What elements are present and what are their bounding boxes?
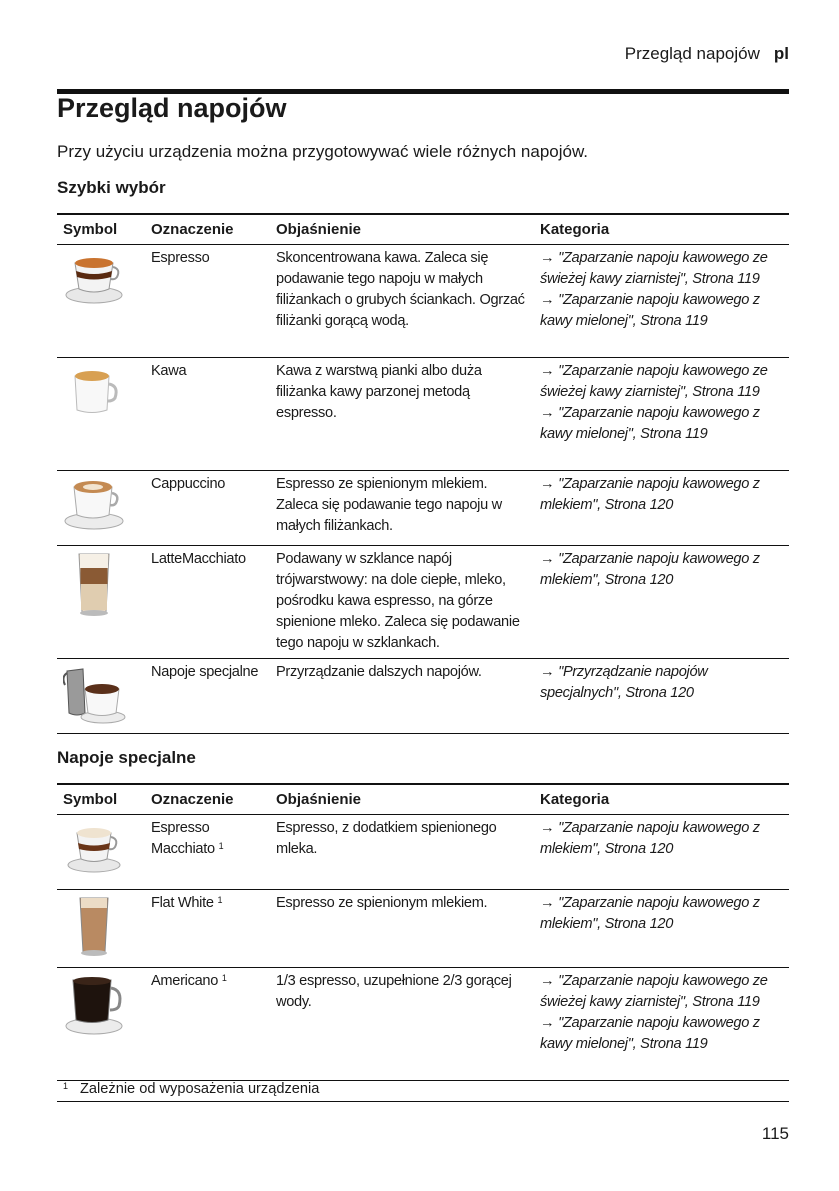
arrow-right-icon: → bbox=[540, 292, 555, 308]
col-name: Oznaczenie bbox=[145, 784, 270, 815]
drink-explanation: 1/3 espresso, uzupełnione 2/3 gorącej wody. bbox=[270, 968, 534, 1081]
col-category: Kategoria bbox=[534, 784, 789, 815]
arrow-right-icon: → bbox=[540, 1015, 555, 1031]
drink-name: Cappuccino bbox=[145, 471, 270, 546]
col-name: Oznaczenie bbox=[145, 214, 270, 245]
footnote-mark: 1 bbox=[217, 895, 223, 905]
table-header-row bbox=[57, 784, 789, 815]
arrow-right-icon: → bbox=[540, 895, 555, 911]
cappuccino-cup-icon bbox=[57, 471, 145, 546]
category-ref bbox=[540, 893, 783, 935]
language-code: pl bbox=[773, 44, 789, 63]
table-row bbox=[57, 358, 789, 471]
special-drinks-icon bbox=[57, 659, 145, 734]
category-link[interactable]: "Zaparzanie napoju kawowego z mlekiem", Strona 120 bbox=[540, 551, 760, 588]
drink-category bbox=[534, 659, 789, 734]
arrow-right-icon: → bbox=[540, 405, 555, 421]
col-symbol: Symbol bbox=[57, 784, 145, 815]
arrow-right-icon: → bbox=[540, 250, 555, 266]
page-title: Przegląd napojów bbox=[57, 93, 287, 123]
drink-name: Napoje specjalne bbox=[145, 659, 270, 734]
drink-explanation: Espresso ze spienionym mlekiem. Zaleca się podawanie tego napoju w małych filiżankach. bbox=[270, 471, 534, 546]
arrow-right-icon: → bbox=[540, 363, 555, 379]
arrow-right-icon: → bbox=[540, 551, 555, 567]
arrow-right-icon: → bbox=[540, 476, 555, 492]
drink-explanation: Espresso ze spienionym mlekiem. bbox=[270, 890, 534, 968]
footnote-mark: 1 bbox=[221, 973, 227, 983]
drink-name: LatteMacchiato bbox=[145, 546, 270, 659]
arrow-right-icon: → bbox=[540, 820, 555, 836]
footnote-mark: 1 bbox=[63, 1081, 69, 1091]
category-link[interactable]: "Zaparzanie napoju kawowego z kawy mielonej", Strona 119 bbox=[540, 292, 760, 329]
espresso-macchiato-icon bbox=[57, 815, 145, 890]
category-ref bbox=[540, 1013, 783, 1055]
category-ref bbox=[540, 248, 783, 290]
category-link[interactable]: "Zaparzanie napoju kawowego z mlekiem", Strona 120 bbox=[540, 895, 760, 932]
table-row bbox=[57, 245, 789, 358]
table-row bbox=[57, 471, 789, 546]
drink-explanation: Skoncentrowana kawa. Zaleca się podawanie tego napoju w małych filiżankach o grubych ściankach. Ogrzać filiżanki gorącą wodą. bbox=[270, 245, 534, 358]
category-ref bbox=[540, 474, 783, 516]
drink-name: Americano $^1$ bbox=[145, 968, 270, 1081]
drink-name: Kawa bbox=[145, 358, 270, 471]
category-ref bbox=[540, 662, 783, 704]
category-ref bbox=[540, 971, 783, 1013]
col-symbol: Symbol bbox=[57, 214, 145, 245]
drink-explanation: Kawa z warstwą pianki albo duża filiżanka kawy parzonej metodą espresso. bbox=[270, 358, 534, 471]
espresso-cup-icon bbox=[57, 245, 145, 358]
category-ref bbox=[540, 290, 783, 332]
arrow-right-icon: → bbox=[540, 973, 555, 989]
category-link[interactable]: "Przyrządzanie napojów specjalnych", Strona 120 bbox=[540, 664, 708, 701]
americano-glass-icon bbox=[57, 968, 145, 1081]
category-link[interactable]: "Zaparzanie napoju kawowego z mlekiem", Strona 120 bbox=[540, 820, 760, 857]
category-link[interactable]: "Zaparzanie napoju kawowego ze świeżej kawy ziarnistej", Strona 119 bbox=[540, 363, 768, 400]
quick-select-table bbox=[57, 213, 789, 734]
category-link[interactable]: "Zaparzanie napoju kawowego z mlekiem", Strona 120 bbox=[540, 476, 760, 513]
drink-name: Flat White $^1$ bbox=[145, 890, 270, 968]
col-explanation: Objaśnienie bbox=[270, 214, 534, 245]
category-ref bbox=[540, 361, 783, 403]
table-row bbox=[57, 968, 789, 1081]
category-link[interactable]: "Zaparzanie napoju kawowego ze świeżej kawy ziarnistej", Strona 119 bbox=[540, 250, 768, 287]
drink-category bbox=[534, 471, 789, 546]
drink-explanation: Przyrządzanie dalszych napojów. bbox=[270, 659, 534, 734]
running-header-title: Przegląd napojów bbox=[624, 44, 760, 63]
table-row bbox=[57, 815, 789, 890]
intro-text: Przy użyciu urządzenia można przygotowywać wiele różnych napojów. bbox=[57, 142, 589, 161]
latte-glass-icon bbox=[57, 546, 145, 659]
arrow-right-icon: → bbox=[540, 664, 555, 680]
drink-name: Espresso Macchiato $^1$ bbox=[145, 815, 270, 890]
drink-category bbox=[534, 245, 789, 358]
page-number: 115 bbox=[761, 1124, 789, 1143]
coffee-mug-icon bbox=[57, 358, 145, 471]
table-header-row bbox=[57, 214, 789, 245]
flat-white-glass-icon bbox=[57, 890, 145, 968]
table-row bbox=[57, 546, 789, 659]
special-drinks-table bbox=[57, 783, 789, 1081]
drink-name: Espresso bbox=[145, 245, 270, 358]
table-row bbox=[57, 890, 789, 968]
running-header bbox=[625, 44, 789, 64]
footnote-text: Zależnie od wyposażenia urządzenia bbox=[80, 1081, 320, 1097]
drink-category bbox=[534, 815, 789, 890]
footnote bbox=[57, 1080, 789, 1102]
drink-category bbox=[534, 546, 789, 659]
category-link[interactable]: "Zaparzanie napoju kawowego z kawy mielonej", Strona 119 bbox=[540, 405, 760, 442]
category-link[interactable]: "Zaparzanie napoju kawowego z kawy mielonej", Strona 119 bbox=[540, 1015, 760, 1052]
footnote-mark: 1 bbox=[218, 841, 224, 851]
category-link[interactable]: "Zaparzanie napoju kawowego ze świeżej kawy ziarnistej", Strona 119 bbox=[540, 973, 768, 1010]
table-row bbox=[57, 659, 789, 734]
drink-category bbox=[534, 358, 789, 471]
section-heading-special: Napoje specjalne bbox=[57, 748, 196, 767]
category-ref bbox=[540, 403, 783, 445]
drink-category bbox=[534, 968, 789, 1081]
col-category: Kategoria bbox=[534, 214, 789, 245]
col-explanation: Objaśnienie bbox=[270, 784, 534, 815]
drink-category bbox=[534, 890, 789, 968]
section-heading-quick: Szybki wybór bbox=[57, 178, 166, 197]
drink-explanation: Espresso, z dodatkiem spienionego mleka. bbox=[270, 815, 534, 890]
drink-explanation: Podawany w szklance napój trójwarstwowy: na dole ciepłe, mleko, pośrodku kawa espresso, na górze spienione mleko. Zaleca się podawanie tego napoju w szklankach. bbox=[270, 546, 534, 659]
category-ref bbox=[540, 549, 783, 591]
category-ref bbox=[540, 818, 783, 860]
